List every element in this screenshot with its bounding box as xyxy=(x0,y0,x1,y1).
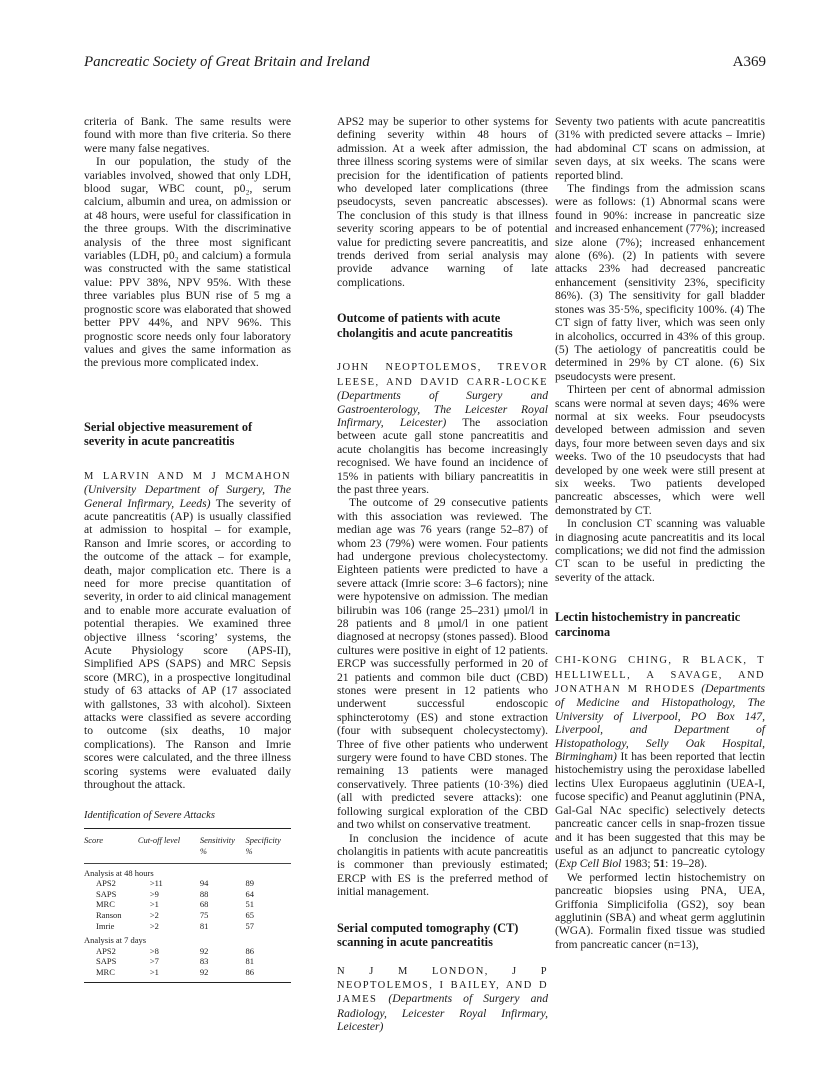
cell-specificity: 65 xyxy=(245,910,254,921)
cell-score: MRC xyxy=(96,967,115,977)
col-header-sensitivity xyxy=(200,829,246,863)
cell-cutoff: >8 xyxy=(149,945,159,956)
column-2-top xyxy=(337,115,548,289)
paragraph: The findings from the admission scans were as follows: (1) Abnormal scans were found in 90%: increase in pancreatic size and increased enhancement (77%); increased size alone (7%); increased enhancement alone (6%). (2) In patients with severe attacks 23% had decreased pancreatic enhancement (sensitivity 23%, specificity 86%). (3) The sensitivity for gall bladder stones was 35·5%, specificity 100%. (4) The CT sign of fatty liver, which was seen only in alcoholics, occurred in 43% of this group. (5) The aetiology of pancreatitis could be determined in 29% by CT alone. (6) Six pseudocysts were present. xyxy=(555,182,765,383)
article-title: Lectin histochemistry in pancreatic carcinoma xyxy=(555,610,741,639)
citation-pages: : 19–28). xyxy=(665,857,708,871)
cell-specificity: 57 xyxy=(245,920,254,931)
column-1-top xyxy=(84,115,291,370)
unit: % xyxy=(245,846,253,857)
label: Specificity xyxy=(245,835,281,846)
article-title: Serial computed tomography (CT) scanning in acute pancreatitis xyxy=(337,920,519,950)
paragraph-text: It has been reported that lectin histochemistry using the peroxidase labelled lectins Ulex Europaeus agglutinin (UEA-I, fucose specific) and Peanut agglutinin (PNA, Gal-Gal NAc specific) selectively detects pancreatic cancer cells in snap-frozen tissue and it has been suggested that this may be useful as an adjunct to pancreatic cytology ( xyxy=(555,750,765,871)
table-row xyxy=(84,921,291,932)
cell-cutoff: >1 xyxy=(149,899,159,910)
label: Sensitivity xyxy=(199,835,235,846)
citation-volume: 51 xyxy=(653,857,666,871)
affiliation: (Departments of Surgery and Radiology, Leicester Royal Infirmary, Leicester) xyxy=(337,992,548,1034)
cell-specificity: 89 xyxy=(245,878,254,889)
table-title: Identification of Severe Attacks xyxy=(84,810,215,822)
cell-specificity: 81 xyxy=(245,956,254,967)
paragraph: In our population, the study of the variables involved, showed that only LDH, blood sugar, WBC count, p0₂, serum calcium, albumin and urea, on admission or at 48 hours, were useful for classification in the three groups. With the discriminative analysis of the three most significant variables (LDH, p0₂ and calcium) a formula was constructed with the same statistical value: PPV 38%, NPV 95%. With these three variables plus BUN rise of 5 mg a prognostic score was elaborated that showed better PPV 44%, and NPV 96%. This prognostic score needs only four laboratory values and gives the same information as the previous more complicated index. xyxy=(84,155,292,370)
article-title: Serial objective measurement of severity in acute pancreatitis xyxy=(84,419,253,449)
article-body xyxy=(555,653,765,871)
article-cholangitis xyxy=(337,311,548,898)
cell-cutoff: >2 xyxy=(149,920,159,931)
cell-cutoff: >9 xyxy=(149,888,159,899)
column-1 xyxy=(84,115,291,983)
table-row xyxy=(84,878,291,889)
cell-cutoff: >2 xyxy=(149,910,159,921)
authors: JOHN NEOPTOLEMOS, TREVOR LEESE, AND DAVID CARR-LOCKE xyxy=(337,362,548,388)
paragraph: The outcome of 29 consecutive patients with this association was reviewed. The median age was 76 years (range 52–87) of whom 23 (79%) were women. Four patients had undergone previous cholecystectomy. Eighteen patients were predicted to have a severe attack (Imrie score: 3–6 factors); nine were hypotensive on admission. The median bilirubin was 106 (range 25–231) μmol/l in 28 patients and 8 μmol/l in one patient diagnosed at necropsy (stones passed). Blood cultures were positive in eight of 12 patients. ERCP was successfully performed in 20 of 21 patients and common bile duct (CBD) stones were present in 12 patients who underwent successful endoscopic sphincterotomy (ES) and stone extraction (four with subsequent cholecystectomy). Three of five other patients who underwent surgery were found to have CBD stones. The remaining 13 patients were managed conservatively. Three patients (10·3%) died (all with predicted severe attacks): one following surgical exploration of the CBD and two whilst on conservative treatment. xyxy=(337,496,548,832)
cell-sensitivity: 92 xyxy=(199,967,209,977)
paragraph: We performed lectin histochemistry on pancreatic biopsies using PNA, UEA, Griffonia Simplicifolia (GS2), soy bean agglutinin (SBA) and wheat germ agglutinin (WGA). Formalin fixed tissue was studied from pancreatic cancer (n=13), xyxy=(555,870,765,951)
paragraph: In conclusion CT scanning was valuable in diagnosing acute pancreatitis and its local complications; we did not find the admission CT scan to be useful in predicting the severity of the attack. xyxy=(555,517,765,584)
cell-specificity: 51 xyxy=(245,899,254,910)
authors: M LARVIN AND M J MCMAHON xyxy=(84,470,291,482)
paragraph: APS2 may be superior to other systems for defining severity within 48 hours of admission. At a week after admission, the three illness scoring systems were of similar precision for the identification of patients who developed later complications (three pseudocysts, seven pancreatic abscesses). The conclusion of this study is that illness severity scoring appears to be of potential value for predicting severe pancreatitis, and trends derived from serial analysis may provide advance warning of late complications. xyxy=(337,115,548,289)
paragraph: criteria of Bank. The same results were found with more than five criteria. So there were many false negatives. xyxy=(84,115,291,155)
authors: N J M LONDON, J P NEOPTOLEMOS, I BAILEY, AND D JAMES xyxy=(337,965,548,1006)
paragraph: The association between acute gall stone pancreatitis and acute cholangitis has become increasingly recognised. We have found an incidence of 15% in patients with biliary pancreatitis in the past three years. xyxy=(337,415,548,496)
cell-sensitivity: 92 xyxy=(199,945,209,956)
article-body xyxy=(84,469,291,792)
article-body xyxy=(337,964,548,1034)
cell-specificity: 86 xyxy=(245,945,254,956)
table-row xyxy=(84,910,291,921)
authors: CHI-KONG CHING, R BLACK, T HELLIWELL, A SAVAGE, AND JONATHAN M RHODES xyxy=(555,655,765,696)
cell-sensitivity: 83 xyxy=(199,956,209,967)
cell-cutoff: >1 xyxy=(149,967,159,977)
paragraph: Seventy two patients with acute pancreatitis (31% with predicted severe attacks – Imrie) had abdominal CT scans on admission, at seven days, at six weeks. The scans were reported blind. xyxy=(555,115,765,182)
citation-year: 1983; xyxy=(621,857,654,871)
affiliation: (University Department of Surgery, The General Infirmary, Leeds) xyxy=(84,483,291,510)
cell-specificity: 64 xyxy=(245,888,254,899)
affiliation: (Departments of Medicine and Histopathology, The University of Liverpool, PO Box 147, Liverpool, and Department of Histopathology, Selly Oak Hospital, Birmingham) xyxy=(555,682,765,764)
article-title: Outcome of patients with acute cholangitis and acute pancreatitis xyxy=(337,311,513,340)
cell-sensitivity: 75 xyxy=(199,910,209,921)
severity-table xyxy=(84,828,291,982)
column-3-top xyxy=(555,115,765,584)
cell-score: Ranson xyxy=(96,910,122,921)
unit: % xyxy=(199,846,207,857)
cell-sensitivity: 81 xyxy=(199,920,209,931)
col-header-cutoff: Cut-off level xyxy=(137,835,181,846)
article-severity xyxy=(84,420,291,792)
cell-sensitivity: 68 xyxy=(199,899,209,910)
cell-score: MRC xyxy=(96,899,115,910)
cell-sensitivity: 88 xyxy=(199,888,209,899)
article-ct xyxy=(337,921,548,1034)
article-lectin xyxy=(555,610,765,951)
paragraph: In conclusion the incidence of acute cholangitis in patients with acute pancreatitis is commoner than previously estimated; ERCP with ES is the preferred method of initial management. xyxy=(337,831,548,899)
page-number: A369 xyxy=(732,54,766,70)
cell-score: SAPS xyxy=(96,888,117,899)
cell-sensitivity: 94 xyxy=(199,878,209,889)
cell-score: SAPS xyxy=(96,956,117,967)
table-row xyxy=(84,956,291,967)
column-3 xyxy=(555,115,765,951)
column-2 xyxy=(337,115,548,1034)
article-body xyxy=(337,360,548,496)
col-header-score: Score xyxy=(84,835,104,846)
table-row xyxy=(84,889,291,900)
affiliation: (Departments of Surgery and Gastroenterology, The Leicester Royal Infirmary, Leicester) xyxy=(337,389,548,429)
paragraph: Thirteen per cent of abnormal admission scans were normal at seven days; 46% were normal at six weeks. Four pseudocysts developed between admission and seven days, four more between seven days and six weeks. Two of the 10 pseudocysts that had developed by one week were still present at six weeks. Two patients developed pancreatic abscesses, which were well demonstrated by CT. xyxy=(555,383,765,517)
table-row xyxy=(84,967,291,982)
citation-journal: Exp Cell Biol xyxy=(558,857,622,871)
paragraph: The severity of acute pancreatitis (AP) is usually classified at admission to hospital – for example, Ranson and Imrie scores, or according to the outcome of the attack – for example, death, major complication etc. There is a need for more precise quantitation of severity, in order to aid clinical management and to enable more accurate evaluation of potential therapies. We examined three objective illness ‘scoring’ systems, the Acute Physiology score (APS-II), Simplified APS (SAPS) and MRC Sepsis score (MRC), in a prospective longitudinal study of 63 attacks of AP (17 associated with gallstones, 33 with alcohol). Sixteen attacks were classified as severe according to outcome (six deaths, 10 major complications). The Ranson and Imrie scores were calculated, and the three illness scoring systems were evaluated daily throughout the attack. xyxy=(84,496,291,792)
cell-cutoff: >11 xyxy=(149,878,163,889)
cell-specificity: 86 xyxy=(245,967,254,977)
table-row xyxy=(84,946,291,957)
cell-cutoff: >7 xyxy=(149,956,159,967)
cell-score: APS2 xyxy=(96,945,116,956)
journal-header: Pancreatic Society of Great Britain and Ireland xyxy=(84,54,370,70)
table-row xyxy=(84,899,291,910)
table-group-label: Analysis at 48 hours xyxy=(84,867,154,878)
cell-score: Imrie xyxy=(96,920,115,931)
col-header-specificity xyxy=(245,829,291,863)
cell-score: APS2 xyxy=(96,878,116,889)
table-group-label: Analysis at 7 days xyxy=(84,935,147,946)
